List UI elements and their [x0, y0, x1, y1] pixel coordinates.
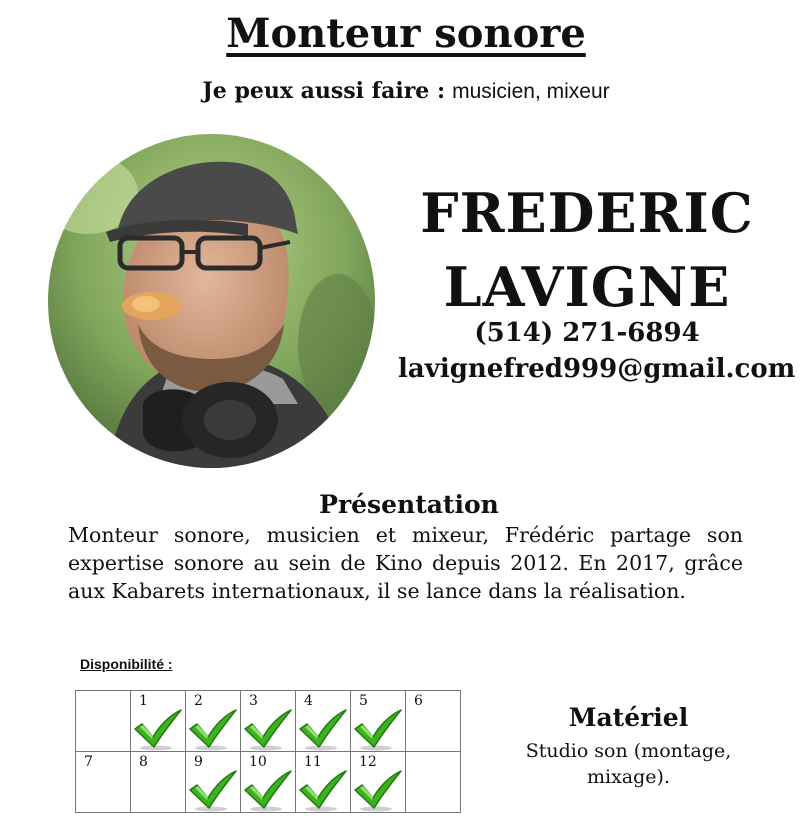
- checkmark-icon: [352, 709, 404, 751]
- calendar-day-cell: [351, 691, 406, 752]
- calendar-day-cell: [406, 752, 461, 813]
- presentation-heading: Présentation: [319, 490, 499, 519]
- calendar-row: [76, 752, 461, 813]
- profile-photo: [48, 134, 375, 468]
- calendar-day-number: 7: [84, 754, 93, 770]
- availability-calendar: [75, 690, 461, 813]
- equipment-text-line1: Studio son (montage,: [525, 740, 732, 762]
- checkmark-icon: [187, 770, 239, 812]
- phone-number: (514) 271-6894: [474, 318, 700, 348]
- checkmark-icon: [242, 770, 294, 812]
- calendar-day-cell: [296, 752, 351, 813]
- calendar-row: [76, 691, 461, 752]
- calendar-day-number: 1: [139, 693, 148, 709]
- calendar-day-cell: [241, 691, 296, 752]
- checkmark-icon: [297, 709, 349, 751]
- also-can-do: [0, 78, 800, 104]
- profile-photo-illustration: [48, 134, 375, 468]
- calendar-day-cell: [186, 691, 241, 752]
- calendar-day-cell: [131, 752, 186, 813]
- calendar-day-cell: [351, 752, 406, 813]
- availability-label: Disponibilité :: [80, 656, 173, 672]
- calendar-day-number: 11: [304, 754, 322, 770]
- calendar-day-cell: [241, 752, 296, 813]
- calendar-day-cell: [296, 691, 351, 752]
- calendar-day-cell: [186, 752, 241, 813]
- also-can-do-value: musicien, mixeur: [452, 80, 610, 103]
- equipment-heading: Matériel: [568, 703, 689, 732]
- equipment-text: [476, 738, 781, 790]
- calendar-day-number: 8: [139, 754, 148, 770]
- calendar-day-cell: [131, 691, 186, 752]
- person-last-name: LAVIGNE: [443, 255, 731, 319]
- calendar-day-cell: [76, 691, 131, 752]
- checkmark-icon: [242, 709, 294, 751]
- calendar-day-cell: [406, 691, 461, 752]
- calendar-day-number: 9: [194, 754, 203, 770]
- calendar-day-number: 5: [359, 693, 368, 709]
- calendar-day-cell: [76, 752, 131, 813]
- checkmark-icon: [352, 770, 404, 812]
- also-can-do-label: Je peux aussi faire :: [202, 78, 446, 104]
- calendar-day-number: 4: [304, 693, 313, 709]
- checkmark-icon: [132, 709, 184, 751]
- person-name: [398, 176, 776, 324]
- calendar-day-number: 10: [249, 754, 267, 770]
- checkmark-icon: [187, 709, 239, 751]
- page-title: Monteur sonore: [226, 10, 586, 57]
- calendar-day-number: 6: [414, 693, 423, 709]
- email-address: lavignefred999@gmail.com: [398, 354, 796, 384]
- person-first-name: FREDERIC: [420, 181, 754, 245]
- equipment-text-line2: mixage).: [587, 766, 670, 788]
- calendar-day-number: 3: [249, 693, 258, 709]
- presentation-text: Monteur sonore, musicien et mixeur, Frédéric partage son expertise sonore au sein de Kino depuis 2012. En 2017, grâce aux Kabarets internationaux, il se lance dans la réalisation.: [68, 523, 743, 603]
- calendar-day-number: 12: [359, 754, 377, 770]
- checkmark-icon: [297, 770, 349, 812]
- calendar-day-number: 2: [194, 693, 203, 709]
